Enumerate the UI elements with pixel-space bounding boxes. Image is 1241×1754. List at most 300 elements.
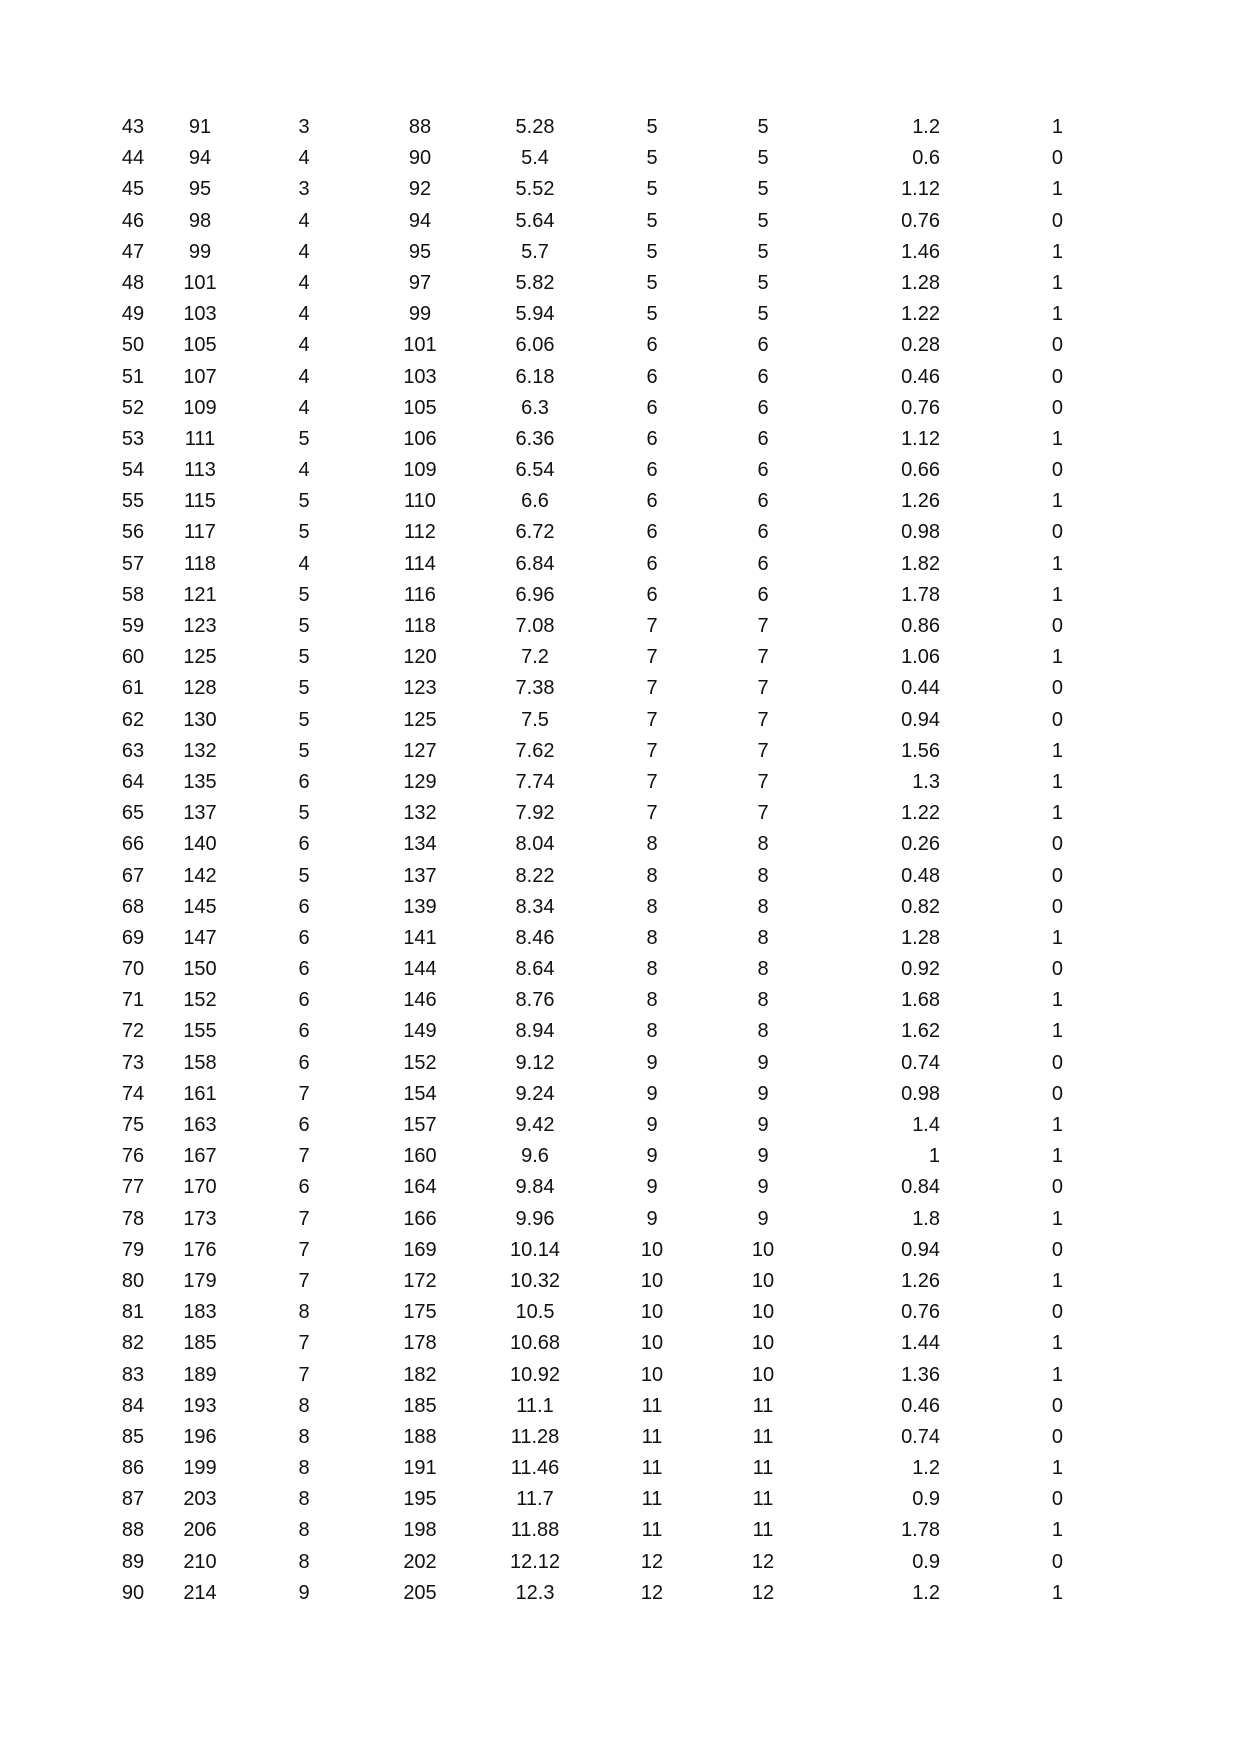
table-cell: 1	[1051, 989, 1063, 1012]
table-cell: 1	[1051, 490, 1063, 513]
table-cell: 0.94	[901, 1238, 940, 1261]
table-cell: 50	[121, 334, 145, 357]
table-cell: 91	[188, 116, 212, 138]
table-cell: 7.5	[521, 708, 549, 731]
table-cell: 10	[640, 1269, 664, 1292]
table-row	[0, 705, 1241, 736]
table-cell: 9.42	[515, 1114, 555, 1136]
table-cell: 149	[403, 1020, 437, 1043]
table-cell: 7.2	[521, 646, 549, 669]
table-cell: 0	[1051, 615, 1063, 637]
table-cell: 60	[121, 646, 145, 669]
table-cell: 155	[183, 1020, 217, 1043]
table-cell: 164	[403, 1176, 437, 1199]
table-cell: 8.04	[515, 833, 555, 856]
table-cell: 123	[403, 677, 437, 700]
table-cell: 0.84	[901, 1176, 940, 1199]
table-cell: 132	[403, 802, 437, 825]
table-cell: 8	[646, 833, 658, 856]
table-cell: 205	[403, 1581, 437, 1604]
table-cell: 7.92	[515, 802, 555, 825]
table-cell: 134	[403, 833, 437, 856]
table-cell: 6	[646, 396, 658, 419]
table-cell: 10.92	[509, 1363, 561, 1386]
table-cell: 12.12	[509, 1550, 561, 1573]
table-cell: 1	[1051, 271, 1063, 294]
table-row	[0, 1453, 1241, 1484]
table-cell: 1.12	[901, 178, 940, 201]
table-cell: 10.68	[509, 1332, 561, 1355]
table-cell: 210	[183, 1550, 217, 1573]
table-cell: 7	[298, 1207, 310, 1230]
table-cell: 154	[403, 1082, 437, 1105]
table-cell: 107	[183, 365, 217, 388]
table-cell: 6	[298, 926, 310, 949]
table-cell: 175	[403, 1301, 437, 1324]
table-cell: 90	[121, 1581, 145, 1604]
table-cell: 9	[757, 1082, 769, 1105]
table-cell: 57	[121, 552, 145, 575]
table-row	[0, 517, 1241, 548]
table-cell: 7	[298, 1363, 310, 1386]
table-cell: 9	[646, 1176, 658, 1199]
table-row	[0, 1484, 1241, 1515]
table-cell: 10.14	[509, 1238, 561, 1261]
table-cell: 0	[1051, 365, 1063, 388]
table-cell: 8	[757, 1020, 769, 1043]
table-cell: 5	[646, 147, 658, 170]
table-cell: 4	[298, 271, 310, 294]
table-cell: 6	[757, 427, 769, 450]
table-cell: 116	[404, 583, 436, 606]
table-cell: 0.9	[912, 1488, 940, 1511]
table-cell: 193	[183, 1394, 217, 1417]
table-row	[0, 673, 1241, 704]
table-cell: 78	[121, 1207, 145, 1230]
table-cell: 7	[757, 615, 769, 637]
table-cell: 101	[183, 271, 217, 294]
table-cell: 0.76	[901, 209, 940, 232]
table-cell: 61	[121, 677, 145, 700]
table-cell: 62	[121, 708, 145, 731]
table-row	[0, 861, 1241, 892]
table-cell: 0	[1051, 147, 1063, 170]
table-cell: 109	[183, 396, 217, 419]
table-cell: 1.2	[912, 116, 940, 138]
table-row	[0, 798, 1241, 829]
table-cell: 5	[298, 864, 310, 887]
table-cell: 5	[757, 147, 769, 170]
table-cell: 53	[121, 427, 145, 450]
table-cell: 10	[751, 1332, 775, 1355]
table-row	[0, 736, 1241, 767]
table-cell: 1	[1051, 770, 1063, 793]
table-row	[0, 1172, 1241, 1203]
table-cell: 6	[298, 770, 310, 793]
table-cell: 76	[121, 1145, 145, 1168]
table-cell: 11	[641, 1394, 663, 1417]
table-row	[0, 455, 1241, 486]
table-cell: 8	[298, 1425, 310, 1448]
table-cell: 9.24	[515, 1082, 555, 1105]
table-cell: 1.28	[901, 926, 940, 949]
table-cell: 112	[404, 521, 436, 544]
table-cell: 103	[403, 365, 437, 388]
table-cell: 9.96	[515, 1207, 555, 1230]
table-row	[0, 393, 1241, 424]
table-cell: 73	[121, 1051, 145, 1074]
table-row	[0, 112, 1241, 143]
table-row	[0, 1079, 1241, 1110]
table-cell: 79	[121, 1238, 145, 1261]
table-cell: 0.98	[901, 1082, 940, 1105]
table-cell: 7	[757, 770, 769, 793]
table-cell: 1	[1051, 739, 1063, 762]
table-cell: 189	[183, 1363, 217, 1386]
table-cell: 1.26	[901, 490, 940, 513]
table-row	[0, 174, 1241, 205]
table-cell: 9	[757, 1207, 769, 1230]
table-cell: 7	[646, 770, 658, 793]
table-cell: 169	[403, 1238, 437, 1261]
table-cell: 5.7	[521, 240, 549, 263]
table-cell: 11	[752, 1457, 774, 1480]
table-cell: 5	[757, 116, 769, 138]
table-cell: 118	[404, 615, 436, 637]
table-cell: 9	[757, 1176, 769, 1199]
table-cell: 5	[757, 178, 769, 201]
table-cell: 0.66	[901, 459, 940, 482]
table-row	[0, 892, 1241, 923]
table-cell: 11	[641, 1425, 663, 1448]
table-cell: 12	[640, 1550, 664, 1573]
table-cell: 97	[408, 271, 432, 294]
table-cell: 167	[183, 1145, 217, 1168]
table-cell: 0.44	[901, 677, 940, 700]
table-cell: 44	[121, 147, 145, 170]
table-cell: 80	[121, 1269, 145, 1292]
table-cell: 202	[403, 1550, 437, 1573]
table-cell: 8.76	[515, 989, 555, 1012]
table-cell: 0	[1051, 396, 1063, 419]
table-cell: 59	[121, 615, 145, 637]
table-cell: 8	[298, 1488, 310, 1511]
table-cell: 6.36	[515, 427, 555, 450]
table-cell: 137	[183, 802, 217, 825]
table-cell: 11	[752, 1394, 774, 1417]
table-cell: 0.82	[901, 895, 940, 918]
table-row	[0, 1110, 1241, 1141]
table-cell: 0	[1051, 708, 1063, 731]
table-cell: 5	[646, 209, 658, 232]
table-cell: 203	[183, 1488, 217, 1511]
table-cell: 0.94	[901, 708, 940, 731]
table-cell: 199	[183, 1457, 217, 1480]
table-cell: 72	[121, 1020, 145, 1043]
table-cell: 56	[121, 521, 145, 544]
table-cell: 6	[298, 833, 310, 856]
table-cell: 6	[298, 989, 310, 1012]
table-cell: 1	[1051, 116, 1063, 138]
table-cell: 5	[757, 303, 769, 326]
table-cell: 8.94	[515, 1020, 555, 1043]
table-cell: 5	[646, 271, 658, 294]
table-cell: 6.84	[515, 552, 555, 575]
table-cell: 118	[184, 552, 216, 575]
table-cell: 7	[646, 708, 658, 731]
table-cell: 1	[1051, 646, 1063, 669]
table-cell: 6	[646, 459, 658, 482]
table-cell: 115	[184, 490, 216, 513]
table-cell: 144	[403, 958, 437, 981]
table-cell: 4	[298, 396, 310, 419]
table-cell: 67	[121, 864, 145, 887]
table-cell: 0	[1051, 209, 1063, 232]
table-cell: 8.46	[515, 926, 555, 949]
table-cell: 145	[183, 895, 217, 918]
table-cell: 4	[298, 209, 310, 232]
table-cell: 10	[640, 1238, 664, 1261]
table-cell: 7	[298, 1145, 310, 1168]
table-cell: 1.3	[912, 770, 940, 793]
table-cell: 8	[757, 989, 769, 1012]
table-cell: 1.26	[901, 1269, 940, 1292]
table-cell: 11	[752, 1425, 774, 1448]
table-cell: 1	[1051, 178, 1063, 201]
table-cell: 5	[298, 521, 310, 544]
table-cell: 0	[1051, 677, 1063, 700]
table-cell: 0	[1051, 1550, 1063, 1573]
table-cell: 7	[757, 708, 769, 731]
table-cell: 8	[298, 1519, 310, 1542]
table-cell: 1	[1051, 427, 1063, 450]
table-cell: 150	[183, 958, 217, 981]
table-cell: 88	[408, 116, 432, 138]
table-cell: 8	[757, 926, 769, 949]
table-cell: 1.44	[901, 1332, 940, 1355]
table-cell: 4	[298, 334, 310, 357]
table-cell: 10	[751, 1301, 775, 1324]
table-cell: 47	[121, 240, 145, 263]
table-cell: 152	[403, 1051, 437, 1074]
table-cell: 7	[646, 646, 658, 669]
table-cell: 9.12	[515, 1051, 555, 1074]
table-cell: 1.28	[901, 271, 940, 294]
table-cell: 46	[121, 209, 145, 232]
table-cell: 130	[183, 708, 217, 731]
table-cell: 1.22	[901, 802, 940, 825]
table-cell: 11	[752, 1488, 774, 1511]
table-cell: 0.46	[901, 365, 940, 388]
table-cell: 74	[121, 1082, 145, 1105]
table-cell: 182	[403, 1363, 437, 1386]
table-cell: 11	[641, 1488, 663, 1511]
table-row	[0, 1204, 1241, 1235]
table-cell: 106	[403, 427, 437, 450]
table-cell: 0	[1051, 1051, 1063, 1074]
data-table	[0, 112, 1241, 1609]
table-cell: 58	[121, 583, 145, 606]
table-cell: 1	[1051, 1332, 1063, 1355]
table-cell: 92	[408, 178, 432, 201]
table-cell: 6	[646, 552, 658, 575]
table-row	[0, 362, 1241, 393]
table-cell: 160	[403, 1145, 437, 1168]
table-cell: 5	[298, 739, 310, 762]
table-cell: 6	[646, 521, 658, 544]
table-cell: 8	[298, 1394, 310, 1417]
table-cell: 127	[403, 739, 437, 762]
table-cell: 48	[121, 271, 145, 294]
table-cell: 5	[298, 677, 310, 700]
table-cell: 1.2	[912, 1581, 940, 1604]
table-cell: 0.48	[901, 864, 940, 887]
table-cell: 9	[646, 1145, 658, 1168]
table-cell: 179	[183, 1269, 217, 1292]
table-cell: 99	[408, 303, 432, 326]
table-cell: 6	[757, 583, 769, 606]
table-row	[0, 1266, 1241, 1297]
table-cell: 6	[757, 334, 769, 357]
table-cell: 191	[403, 1457, 437, 1480]
table-cell: 10	[640, 1301, 664, 1324]
table-cell: 11.28	[510, 1425, 560, 1448]
table-cell: 45	[121, 178, 145, 201]
table-cell: 9	[646, 1207, 658, 1230]
table-cell: 95	[188, 178, 212, 201]
table-cell: 5.52	[515, 178, 555, 201]
table-cell: 63	[121, 739, 145, 762]
table-cell: 1.62	[901, 1020, 940, 1043]
table-cell: 140	[183, 833, 217, 856]
table-cell: 10	[640, 1332, 664, 1355]
table-cell: 10.5	[515, 1301, 555, 1324]
table-cell: 70	[121, 958, 145, 981]
table-row	[0, 330, 1241, 361]
table-cell: 4	[298, 303, 310, 326]
table-cell: 6.3	[521, 396, 549, 419]
table-row	[0, 1016, 1241, 1047]
table-cell: 170	[183, 1176, 217, 1199]
table-cell: 86	[121, 1457, 145, 1480]
table-cell: 152	[183, 989, 217, 1012]
table-cell: 214	[183, 1581, 217, 1604]
table-cell: 65	[121, 802, 145, 825]
table-cell: 7	[298, 1238, 310, 1261]
table-cell: 5	[757, 271, 769, 294]
table-cell: 139	[403, 895, 437, 918]
table-cell: 43	[121, 116, 145, 138]
table-cell: 1.22	[901, 303, 940, 326]
table-cell: 121	[183, 583, 217, 606]
table-row	[0, 1141, 1241, 1172]
table-cell: 1	[1051, 1207, 1063, 1230]
table-cell: 8	[757, 864, 769, 887]
table-cell: 55	[121, 490, 145, 513]
table-cell: 128	[183, 677, 217, 700]
table-cell: 5.4	[521, 147, 549, 170]
table-cell: 7	[757, 739, 769, 762]
table-cell: 94	[188, 147, 212, 170]
table-cell: 6	[298, 1176, 310, 1199]
table-cell: 147	[183, 926, 217, 949]
table-cell: 66	[121, 833, 145, 856]
table-cell: 1	[1051, 552, 1063, 575]
table-cell: 5	[298, 646, 310, 669]
table-row	[0, 1422, 1241, 1453]
table-cell: 6	[298, 1114, 310, 1136]
table-cell: 111	[184, 427, 216, 450]
table-cell: 1	[928, 1145, 940, 1168]
table-row	[0, 237, 1241, 268]
table-cell: 8	[646, 958, 658, 981]
table-row	[0, 1297, 1241, 1328]
table-cell: 196	[183, 1425, 217, 1448]
table-cell: 12.3	[515, 1581, 555, 1604]
table-cell: 8	[757, 833, 769, 856]
table-cell: 81	[121, 1301, 145, 1324]
table-row	[0, 424, 1241, 455]
table-cell: 1	[1051, 1020, 1063, 1043]
table-cell: 8	[646, 926, 658, 949]
table-cell: 10	[751, 1269, 775, 1292]
table-cell: 135	[183, 770, 217, 793]
table-cell: 132	[183, 739, 217, 762]
table-cell: 11	[641, 1457, 663, 1480]
table-cell: 6	[757, 459, 769, 482]
table-cell: 7.62	[515, 739, 555, 762]
table-row	[0, 486, 1241, 517]
table-cell: 11.1	[516, 1394, 554, 1417]
table-row	[0, 923, 1241, 954]
table-cell: 1	[1051, 1145, 1063, 1168]
table-cell: 123	[183, 615, 217, 637]
table-cell: 5	[646, 240, 658, 263]
table-cell: 8.22	[515, 864, 555, 887]
table-cell: 49	[121, 303, 145, 326]
table-cell: 94	[408, 209, 432, 232]
table-cell: 1	[1051, 1114, 1063, 1136]
table-cell: 75	[121, 1114, 145, 1136]
table-cell: 125	[403, 708, 437, 731]
table-cell: 6	[646, 427, 658, 450]
table-cell: 1.06	[901, 646, 940, 669]
table-cell: 5	[298, 490, 310, 513]
table-cell: 5	[646, 303, 658, 326]
table-cell: 185	[183, 1332, 217, 1355]
table-cell: 1.78	[901, 583, 940, 606]
table-cell: 6	[757, 521, 769, 544]
table-cell: 129	[403, 770, 437, 793]
table-cell: 9	[646, 1082, 658, 1105]
table-cell: 101	[403, 334, 437, 357]
table-cell: 0	[1051, 1082, 1063, 1105]
table-cell: 125	[183, 646, 217, 669]
table-row	[0, 1360, 1241, 1391]
table-cell: 7	[757, 646, 769, 669]
table-row	[0, 1391, 1241, 1422]
table-row	[0, 143, 1241, 174]
table-cell: 8	[298, 1301, 310, 1324]
table-cell: 1.68	[901, 989, 940, 1012]
table-cell: 195	[403, 1488, 437, 1511]
table-cell: 117	[184, 521, 216, 544]
table-cell: 7	[298, 1332, 310, 1355]
table-cell: 1.82	[901, 552, 940, 575]
table-cell: 4	[298, 365, 310, 388]
table-cell: 6.6	[521, 490, 549, 513]
table-cell: 10	[751, 1238, 775, 1261]
